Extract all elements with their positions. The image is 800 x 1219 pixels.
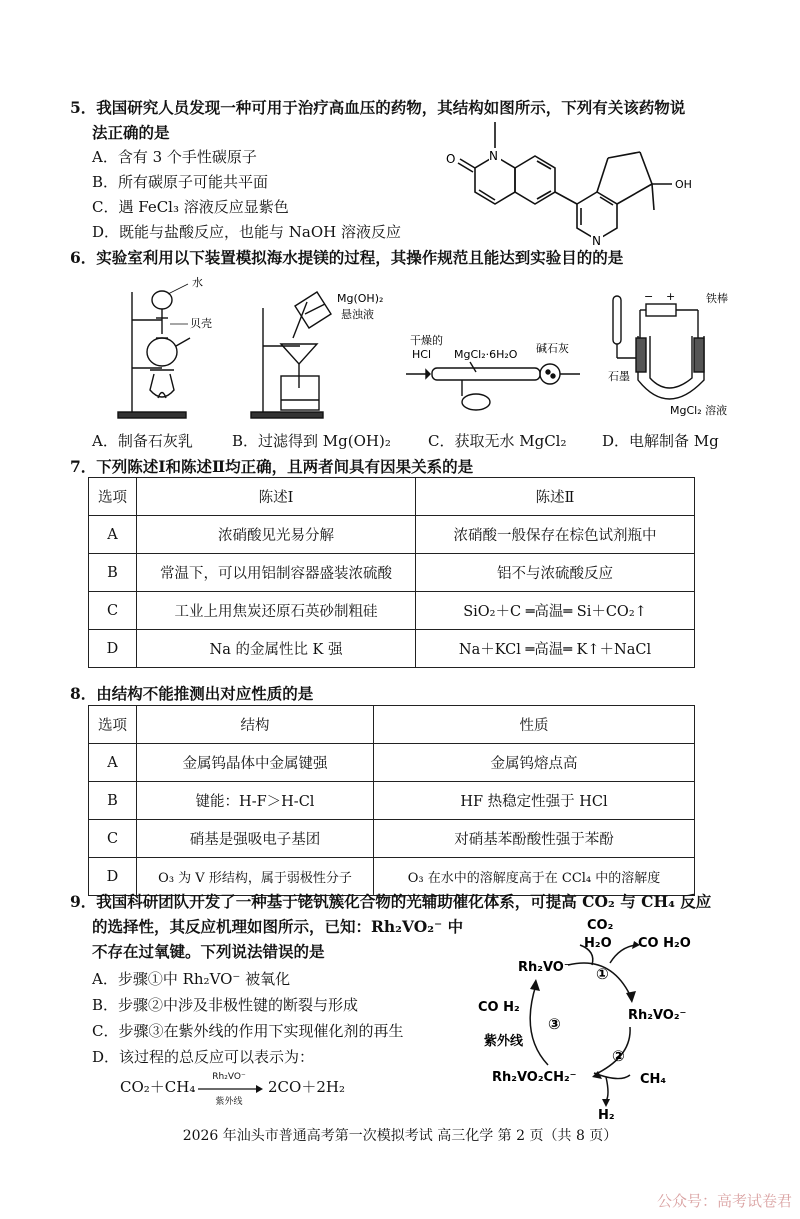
q9-cycle-step-1: ① [596,965,609,983]
q6-label-graphite: 石墨 [608,370,630,383]
q9-stem-line2: 的选择性，其反应机理如图所示，已知：Rh₂VO₂⁻ 中 [92,917,464,936]
q9-option-d: D．该过程的总反应可以表示为： [92,1048,315,1066]
table-row [89,820,695,858]
q6-label-suspension-2: 悬浊液 [341,308,374,321]
table-row [89,744,695,782]
q9-equation-right: 2CO＋2H₂ [268,1078,345,1096]
q9-option-c: C．步骤③在紫外线的作用下实现催化剂的再生 [92,1022,404,1040]
q6-label-iron-rod: 铁棒 [706,292,728,305]
q5-option-c: C．遇 FeCl₃ 溶液反应显紫色 [92,198,289,216]
q6-stem: 6．实验室利用以下装置模拟海水提镁的过程，其操作规范且能达到实验目的的是 [70,248,624,267]
q9-cycle-h2o-in: H₂O [584,936,612,951]
q9-cycle-step-3: ③ [548,1015,561,1033]
q6-option-c: C．获取无水 MgCl₂ [428,432,567,450]
q9-cycle-ch4: CH₄ [640,1072,667,1087]
q5-option-b: B．所有碳原子可能共平面 [92,173,269,191]
q9-equation-left: CO₂＋CH₄ [120,1078,196,1096]
q8-cell-property: O₃ 在水中的溶解度高于在 CCl₄ 中的溶解度 [374,858,695,896]
q7-cell-statement-1: 浓硝酸见光易分解 [137,516,416,554]
q9-cycle-rh2vo: Rh₂VO⁻ [518,960,571,975]
table-row [89,592,695,630]
q8-cell-structure: 键能：H-F＞H-Cl [137,782,374,820]
q5-atom-n1: N [489,149,498,163]
q8-cell-property: 对硝基苯酚酸性强于苯酚 [374,820,695,858]
q9-equation-arrow [196,1084,264,1094]
q8-header-structure: 结构 [137,706,374,744]
q8-cell-option: B [89,782,137,820]
q6-apparatus-b [245,288,385,424]
q7-cell-option: D [89,630,137,668]
q8-cell-structure: 硝基是强吸电子基团 [137,820,374,858]
q6-label-water: 水 [192,276,203,289]
q8-stem: 8．由结构不能推测出对应性质的是 [70,684,314,703]
q9-stem-line1: 9．我国科研团队开发了一种基于铑钒簇化合物的光辅助催化体系，可提高 CO₂ 与 CH₄ 反应 [70,892,712,911]
q9-cycle-h2: H₂ [598,1108,615,1123]
q8-table [88,705,695,896]
q6-label-soda-lime: 碱石灰 [536,342,569,355]
q7-cell-statement-1: 常温下，可以用铝制容器盛装浓硫酸 [137,554,416,592]
q6-apparatus-d [608,288,738,428]
q5-atom-n2: N [592,234,601,248]
q9-equation-condition: 紫外线 [215,1097,243,1107]
q7-cell-statement-1: 工业上用焦炭还原石英砂制粗硅 [137,592,416,630]
q6-label-salt: MgCl₂·6H₂O [454,348,518,361]
q6-option-d: D．电解制备 Mg [602,432,719,450]
q6-label-plus: + [666,290,676,303]
q8-cell-property: HF 热稳定性强于 HCl [374,782,695,820]
q7-cell-statement-2: 铝不与浓硫酸反应 [416,554,695,592]
q9-equation-catalyst: Rh₂VO⁻ [212,1072,246,1082]
q6-label-minus: − [644,290,654,303]
q8-cell-option: A [89,744,137,782]
table-row [89,478,695,516]
table-row [89,516,695,554]
q5-molecule-structure [440,112,730,252]
q6-label-dry-2: HCl [412,348,432,361]
q8-header-option: 选项 [89,706,137,744]
q8-cell-option: D [89,858,137,896]
q9-cycle-uv: 紫外线 [484,1034,524,1049]
q6-apparatus-a [110,272,220,422]
q7-header-statement-2: 陈述Ⅱ [416,478,695,516]
q6-label-dry-1: 干燥的 [410,334,443,347]
q8-header-property: 性质 [374,706,695,744]
q9-cycle-rh2vo2: Rh₂VO₂⁻ [628,1008,687,1023]
q7-cell-option: A [89,516,137,554]
watermark: 公众号：高考试卷君 [656,1192,792,1210]
q7-cell-statement-1: Na 的金属性比 K 强 [137,630,416,668]
q7-header-option: 选项 [89,478,137,516]
q8-cell-option: C [89,820,137,858]
table-row [89,782,695,820]
q7-cell-option: B [89,554,137,592]
q6-apparatus-c [398,312,588,422]
q7-cell-statement-2: Na＋KCl ═高温═ K↑＋NaCl [416,630,695,668]
q7-cell-statement-2: 浓硝酸一般保存在棕色试剂瓶中 [416,516,695,554]
q6-label-suspension-1: Mg(OH)₂ [337,292,384,305]
q7-table [88,477,695,668]
q9-option-b: B．步骤②中涉及非极性键的断裂与形成 [92,996,359,1014]
q6-option-a: A．制备石灰乳 [92,432,193,450]
q6-label-solution: MgCl₂ 溶液 [670,404,728,417]
q8-cell-structure: O₃ 为 V 形结构，属于弱极性分子 [137,858,374,896]
q5-atom-oh: OH [675,178,692,191]
q5-option-a: A．含有 3 个手性碳原子 [92,148,257,166]
q7-cell-statement-2: SiO₂＋C ═高温═ Si＋CO₂↑ [416,592,695,630]
q8-cell-property: 金属钨熔点高 [374,744,695,782]
q9-cycle-co2: CO₂ [587,918,614,933]
q9-cycle-out-co-h2o: CO H₂O [638,936,691,951]
q7-header-statement-1: 陈述Ⅰ [137,478,416,516]
q5-option-d: D．既能与盐酸反应，也能与 NaOH 溶液反应 [92,223,402,241]
q9-cycle-step-2: ② [612,1047,625,1065]
q9-option-a: A．步骤①中 Rh₂VO⁻ 被氧化 [92,970,291,988]
q7-stem: 7．下列陈述Ⅰ和陈述Ⅱ均正确，且两者间具有因果关系的是 [70,457,474,476]
table-row [89,630,695,668]
q6-option-b: B．过滤得到 Mg(OH)₂ [232,432,391,450]
q9-cycle-co-h2: CO H₂ [478,1000,520,1015]
q5-stem-line2: 法正确的是 [92,123,170,142]
table-row [89,554,695,592]
page-footer: 2026 年汕头市普通高考第一次模拟考试 高三化学 第 2 页（共 8 页） [182,1128,618,1144]
q9-cycle-rh2vo2ch2: Rh₂VO₂CH₂⁻ [492,1070,577,1085]
q5-stem-line1: 5．我国研究人员发现一种可用于治疗高血压的药物，其结构如图所示，下列有关该药物说 [70,98,686,117]
table-row [89,706,695,744]
q9-catalytic-cycle [470,915,720,1123]
q5-atom-o: O [446,152,456,166]
q7-cell-option: C [89,592,137,630]
q8-cell-structure: 金属钨晶体中金属键强 [137,744,374,782]
q6-label-shell: 贝壳 [190,317,212,330]
q9-stem-line3: 不存在过氧键。下列说法错误的是 [92,942,325,961]
